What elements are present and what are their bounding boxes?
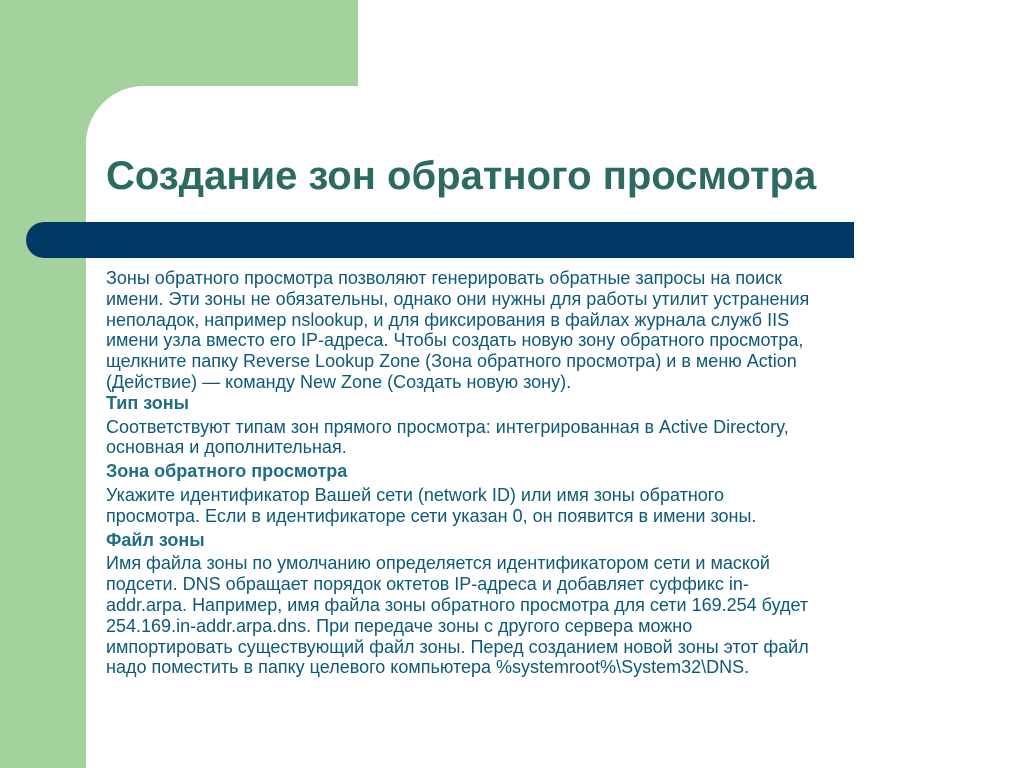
section-line: надо поместить в папку целевого компьютера %systemroot%\System32\DNS. [106,657,750,678]
intro-line: щелкните папку Reverse Lookup Zone (Зона обратного просмотра) и в меню Action [106,351,797,372]
intro-line: имени. Эти зоны не обязательны, однако они нужны для работы утилит устранения [106,288,810,309]
decorative-green-strip [0,0,86,768]
intro-line: (Действие) — команду New Zone (Создать новую зону). [106,371,572,392]
section-line: подсети. DNS обращает порядок октетов IP-адреса и добавляет суффикс in- [106,574,749,595]
title-underline-bar [26,222,854,258]
section-heading-reverse-zone: Зона обратного просмотра [106,461,348,482]
intro-line: Зоны обратного просмотра позволяют генерировать обратные запросы на поиск [106,268,783,288]
slide-body [106,268,966,678]
section-line: Соответствуют типам зон прямого просмотра: интегрированная в Active Directory, [106,416,789,437]
section-heading-zone-file: Файл зоны [106,529,205,550]
section-line: основная и дополнительная. [106,437,347,458]
slide-title: Создание зон обратного просмотра [106,154,817,198]
section-line: 254.169.in-addr.arpa.dns. При передаче зоны с другого сервера можно [106,615,693,636]
section-heading-zone-type: Тип зоны [106,392,189,413]
section-line: addr.arpa. Например, имя файла зоны обратного просмотра для сети 169.254 будет [106,594,809,615]
section-line: просмотра. Если в идентификаторе сети указан 0, он появится в имени зоны. [106,505,757,526]
intro-line: неполадок, например nslookup, и для фиксирования в файлах журнала служб IIS [106,309,790,330]
intro-line: имени узла вместо его IP-адреса. Чтобы создать новую зону обратного просмотра, [106,330,804,351]
section-line: импортировать существующий файл зоны. Перед созданием новой зоны этот файл [106,636,809,657]
section-line: Укажите идентификатор Вашей сети (network ID) или имя зоны обратного [106,484,724,505]
section-line: Имя файла зоны по умолчанию определяется идентификатором сети и маской [106,553,770,574]
